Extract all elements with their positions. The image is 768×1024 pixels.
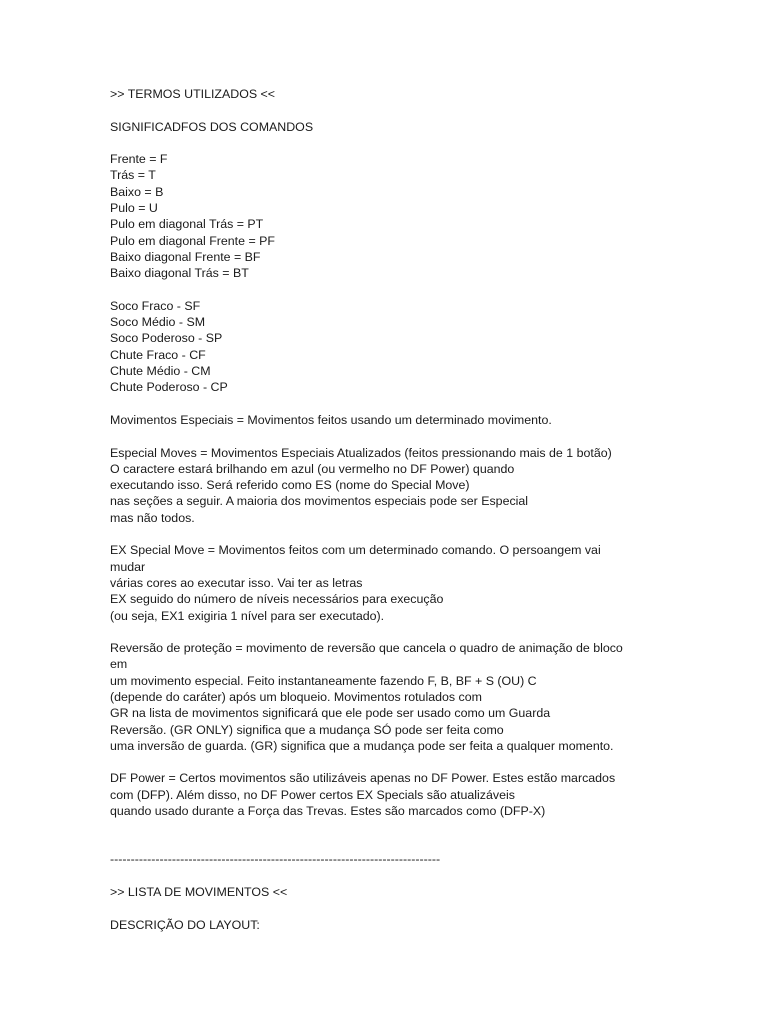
- direction-line: Baixo = B: [110, 184, 164, 199]
- directions-list: [110, 151, 670, 281]
- direction-line: Trás = T: [110, 168, 156, 183]
- buttons-list: [110, 298, 670, 396]
- df-power-paragraph: [110, 770, 670, 819]
- document-body: [110, 86, 670, 933]
- gr-line: (depende do caráter) após um bloqueio. Movimentos rotulados com: [110, 689, 482, 704]
- df-line: DF Power = Certos movimentos são utilizáveis apenas no DF Power. Estes estão marcados: [110, 771, 616, 786]
- button-line: Chute Médio - CM: [110, 364, 211, 379]
- direction-line: Baixo diagonal Frente = BF: [110, 249, 261, 264]
- df-line: com (DFP). Além disso, no DF Power certos EX Specials são atualizáveis: [110, 787, 515, 802]
- gr-line: Reversão de proteção = movimento de reversão que cancela o quadro de animação de bloco: [110, 641, 623, 656]
- ex-line: (ou seja, EX1 exigiria 1 nível para ser executado).: [110, 608, 385, 623]
- separator-line: --------------------------------------------------------------------------------: [110, 852, 441, 867]
- gr-line: Reversão. (GR ONLY) significa que a mudança SÓ pode ser feita como: [110, 722, 504, 737]
- ex-line: várias cores ao executar isso. Vai ter as letras: [110, 575, 363, 590]
- direction-line: Pulo em diagonal Frente = PF: [110, 233, 275, 248]
- direction-line: Pulo = U: [110, 201, 158, 216]
- button-line: Soco Médio - SM: [110, 315, 206, 330]
- heading-lista: >> LISTA DE MOVIMENTOS <<: [110, 884, 288, 899]
- df-line: quando usado durante a Força das Trevas. Estes são marcados como (DFP-X): [110, 804, 546, 819]
- layout-description-heading: DESCRIÇÃO DO LAYOUT:: [110, 917, 260, 932]
- gr-paragraph: [110, 640, 670, 754]
- ex-line: EX seguido do número de níveis necessários para execução: [110, 592, 444, 607]
- ex-line: EX Special Move = Movimentos feitos com um determinado comando. O persoangem vai: [110, 543, 601, 558]
- ex-paragraph: [110, 542, 670, 623]
- es-paragraph: [110, 445, 670, 526]
- commands-title: SIGNIFICADFOS DOS COMANDOS: [110, 119, 314, 134]
- es-line: executando isso. Será referido como ES (nome do Special Move): [110, 478, 470, 493]
- direction-line: Frente = F: [110, 152, 168, 167]
- heading-termos: >> TERMOS UTILIZADOS <<: [110, 87, 276, 101]
- button-line: Soco Poderoso - SP: [110, 331, 223, 346]
- gr-line: um movimento especial. Feito instantaneamente fazendo F, B, BF + S (OU) C: [110, 673, 537, 688]
- es-line: Especial Moves = Movimentos Especiais Atualizados (feitos pressionando mais de 1 botão): [110, 445, 612, 460]
- es-line: nas seções a seguir. A maioria dos movimentos especiais pode ser Especial: [110, 494, 529, 509]
- button-line: Chute Poderoso - CP: [110, 380, 228, 395]
- gr-line: em: [110, 657, 128, 672]
- es-line: mas não todos.: [110, 510, 195, 525]
- ex-line: mudar: [110, 559, 146, 574]
- button-line: Chute Fraco - CF: [110, 347, 206, 362]
- direction-line: Baixo diagonal Trás = BT: [110, 266, 249, 281]
- special-moves-paragraph: Movimentos Especiais = Movimentos feitos usando um determinado movimento.: [110, 412, 552, 427]
- es-line: O caractere estará brilhando em azul (ou vermelho no DF Power) quando: [110, 461, 515, 476]
- button-line: Soco Fraco - SF: [110, 298, 201, 313]
- gr-line: uma inversão de guarda. (GR) significa que a mudança pode ser feita a qualquer momento.: [110, 738, 614, 753]
- direction-line: Pulo em diagonal Trás = PT: [110, 217, 264, 232]
- gr-line: GR na lista de movimentos significará que ele pode ser usado como um Guarda: [110, 706, 551, 721]
